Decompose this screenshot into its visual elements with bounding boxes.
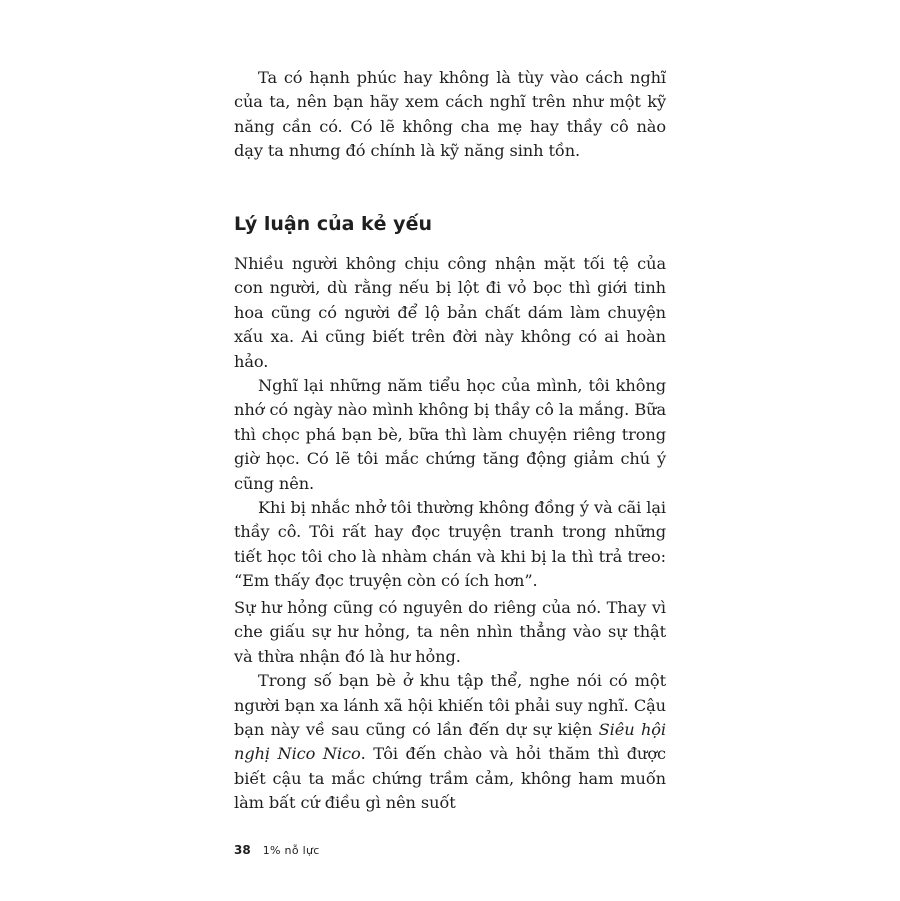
paragraph-text: . Tôi đến chào và hỏi thăm thì được biết cậu ta mắc chứng trầm cảm, không ham muốn làm bất cứ điều gì nên suốt bbox=[234, 744, 666, 813]
section2-paragraph-1: Sự hư hỏng cũng có nguyên do riêng của nó. Thay vì che giấu sự hư hỏng, ta nên nhìn thẳng vào sự thật và thừa nhận đó là hư hỏng. bbox=[234, 598, 666, 666]
section-paragraph-3: Khi bị nhắc nhở tôi thường không đồng ý và cãi lại thầy cô. Tôi rất hay đọc truyện tranh trong những tiết học tôi cho là nhàm chán và khi bị la thì trả treo: “Em thấy đọc truyện còn có ích hơn”. bbox=[234, 498, 666, 591]
running-title: 1% nỗ lực bbox=[262, 844, 320, 857]
section-body bbox=[234, 252, 666, 594]
section2-body bbox=[234, 596, 666, 816]
section-paragraph-1: Nhiều người không chịu công nhận mặt tối tệ của con người, dù rằng nếu bị lột đi vỏ bọc thì giới tinh hoa cũng có người để lộ bản chất dám làm chuyện xấu xa. Ai cũng biết trên đời này không có ai hoàn hảo. bbox=[234, 254, 666, 371]
section-heading: Lý luận của kẻ yếu bbox=[234, 213, 432, 235]
page-number: 38 bbox=[234, 843, 251, 857]
page-footer bbox=[234, 843, 320, 857]
event-name-italic: Siêu hội nghị Nico Nico bbox=[234, 720, 667, 764]
section-paragraph-2: Nghĩ lại những năm tiểu học của mình, tôi không nhớ có ngày nào mình không bị thầy cô la mắng. Bữa thì chọc phá bạn bè, bữa thì làm chuyện riêng trong giờ học. Có lẽ tôi mắc chứng tăng động giảm chú ý cũng nên. bbox=[234, 376, 666, 493]
intro-paragraph: Ta có hạnh phúc hay không là tùy vào cách nghĩ của ta, nên bạn hãy xem cách nghĩ trên như một kỹ năng cần có. Có lẽ không cha mẹ hay thầy cô nào dạy ta nhưng đó chính là kỹ năng sinh tồn. bbox=[234, 68, 666, 161]
paragraph-text: Trong số bạn bè ở khu tập thể, nghe nói có một người bạn xa lánh xã hội khiến tôi phải suy nghĩ. Cậu bạn này về sau cũng có lần đến dự sự kiện bbox=[234, 671, 666, 740]
section2-paragraph-2 bbox=[234, 669, 666, 815]
intro-block bbox=[234, 66, 666, 164]
